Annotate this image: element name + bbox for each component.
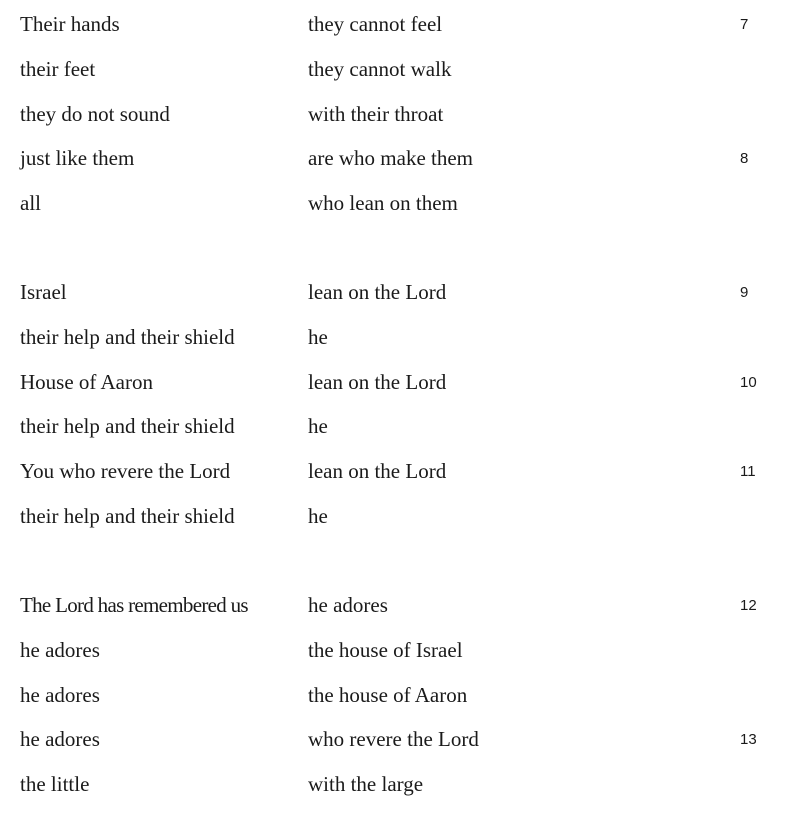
line-second-half: they cannot walk (308, 56, 452, 81)
line-second-half: lean on the Lord (308, 280, 447, 304)
line-first-half: Their hands (20, 12, 120, 36)
line-second-half: who revere the Lord (308, 727, 479, 752)
verse-line (0, 189, 795, 234)
line-second-half: he (308, 503, 328, 528)
verse-line (0, 725, 795, 770)
verse-number: 11 (740, 463, 756, 481)
line-second-half: who lean on them (308, 191, 458, 216)
line-second-half: he adores (308, 593, 388, 617)
verse-number: 10 (740, 373, 757, 391)
line-first-half: he adores (20, 727, 100, 752)
line-second-half: with the large (308, 772, 424, 797)
line-second-half: lean on the Lord (308, 369, 447, 394)
verse-line (0, 770, 795, 815)
verse-line (0, 55, 795, 100)
verse-line (0, 636, 795, 681)
stanza-2 (0, 278, 795, 547)
line-first-half: House of Aaron (20, 369, 153, 394)
line-first-half: their help and their shield (20, 414, 235, 439)
line-first-half: Israel (20, 280, 67, 304)
line-first-half: they do not sound (20, 101, 170, 126)
line-second-half: the house of Aaron (308, 682, 468, 707)
verse-line (0, 591, 795, 636)
line-first-half: their help and their shield (20, 503, 235, 528)
line-first-half: the little (20, 772, 90, 797)
line-first-half: their feet (20, 56, 96, 81)
verse-number: 12 (740, 597, 757, 614)
line-first-half: all (20, 191, 41, 216)
verse-line (0, 10, 795, 55)
stanza-3 (0, 591, 795, 815)
line-first-half: You who revere the Lord (20, 459, 231, 484)
line-second-half: with their throat (308, 101, 444, 126)
line-second-half: he (308, 414, 328, 439)
line-first-half: he adores (20, 682, 100, 707)
line-second-half: he (308, 324, 328, 349)
verse-line (0, 100, 795, 145)
verse-line (0, 323, 795, 368)
verse-line (0, 681, 795, 726)
verse-line (0, 144, 795, 189)
stanza-1 (0, 10, 795, 234)
verse-number: 8 (740, 150, 749, 168)
line-first-half: The Lord has remembered us (20, 593, 248, 617)
line-second-half: the house of Israel (308, 637, 463, 662)
line-first-half: their help and their shield (20, 324, 235, 349)
verse-line (0, 502, 795, 547)
line-first-half: just like them (20, 146, 135, 171)
verse-line (0, 457, 795, 502)
verse-line (0, 278, 795, 323)
verse-number: 7 (740, 16, 749, 33)
verse-number: 13 (740, 731, 757, 749)
line-second-half: they cannot feel (308, 12, 443, 36)
line-second-half: lean on the Lord (308, 459, 447, 484)
line-first-half: he adores (20, 637, 100, 662)
verse-line (0, 368, 795, 413)
line-second-half: are who make them (308, 146, 474, 171)
verse-number: 9 (740, 284, 749, 301)
verse-line (0, 412, 795, 457)
